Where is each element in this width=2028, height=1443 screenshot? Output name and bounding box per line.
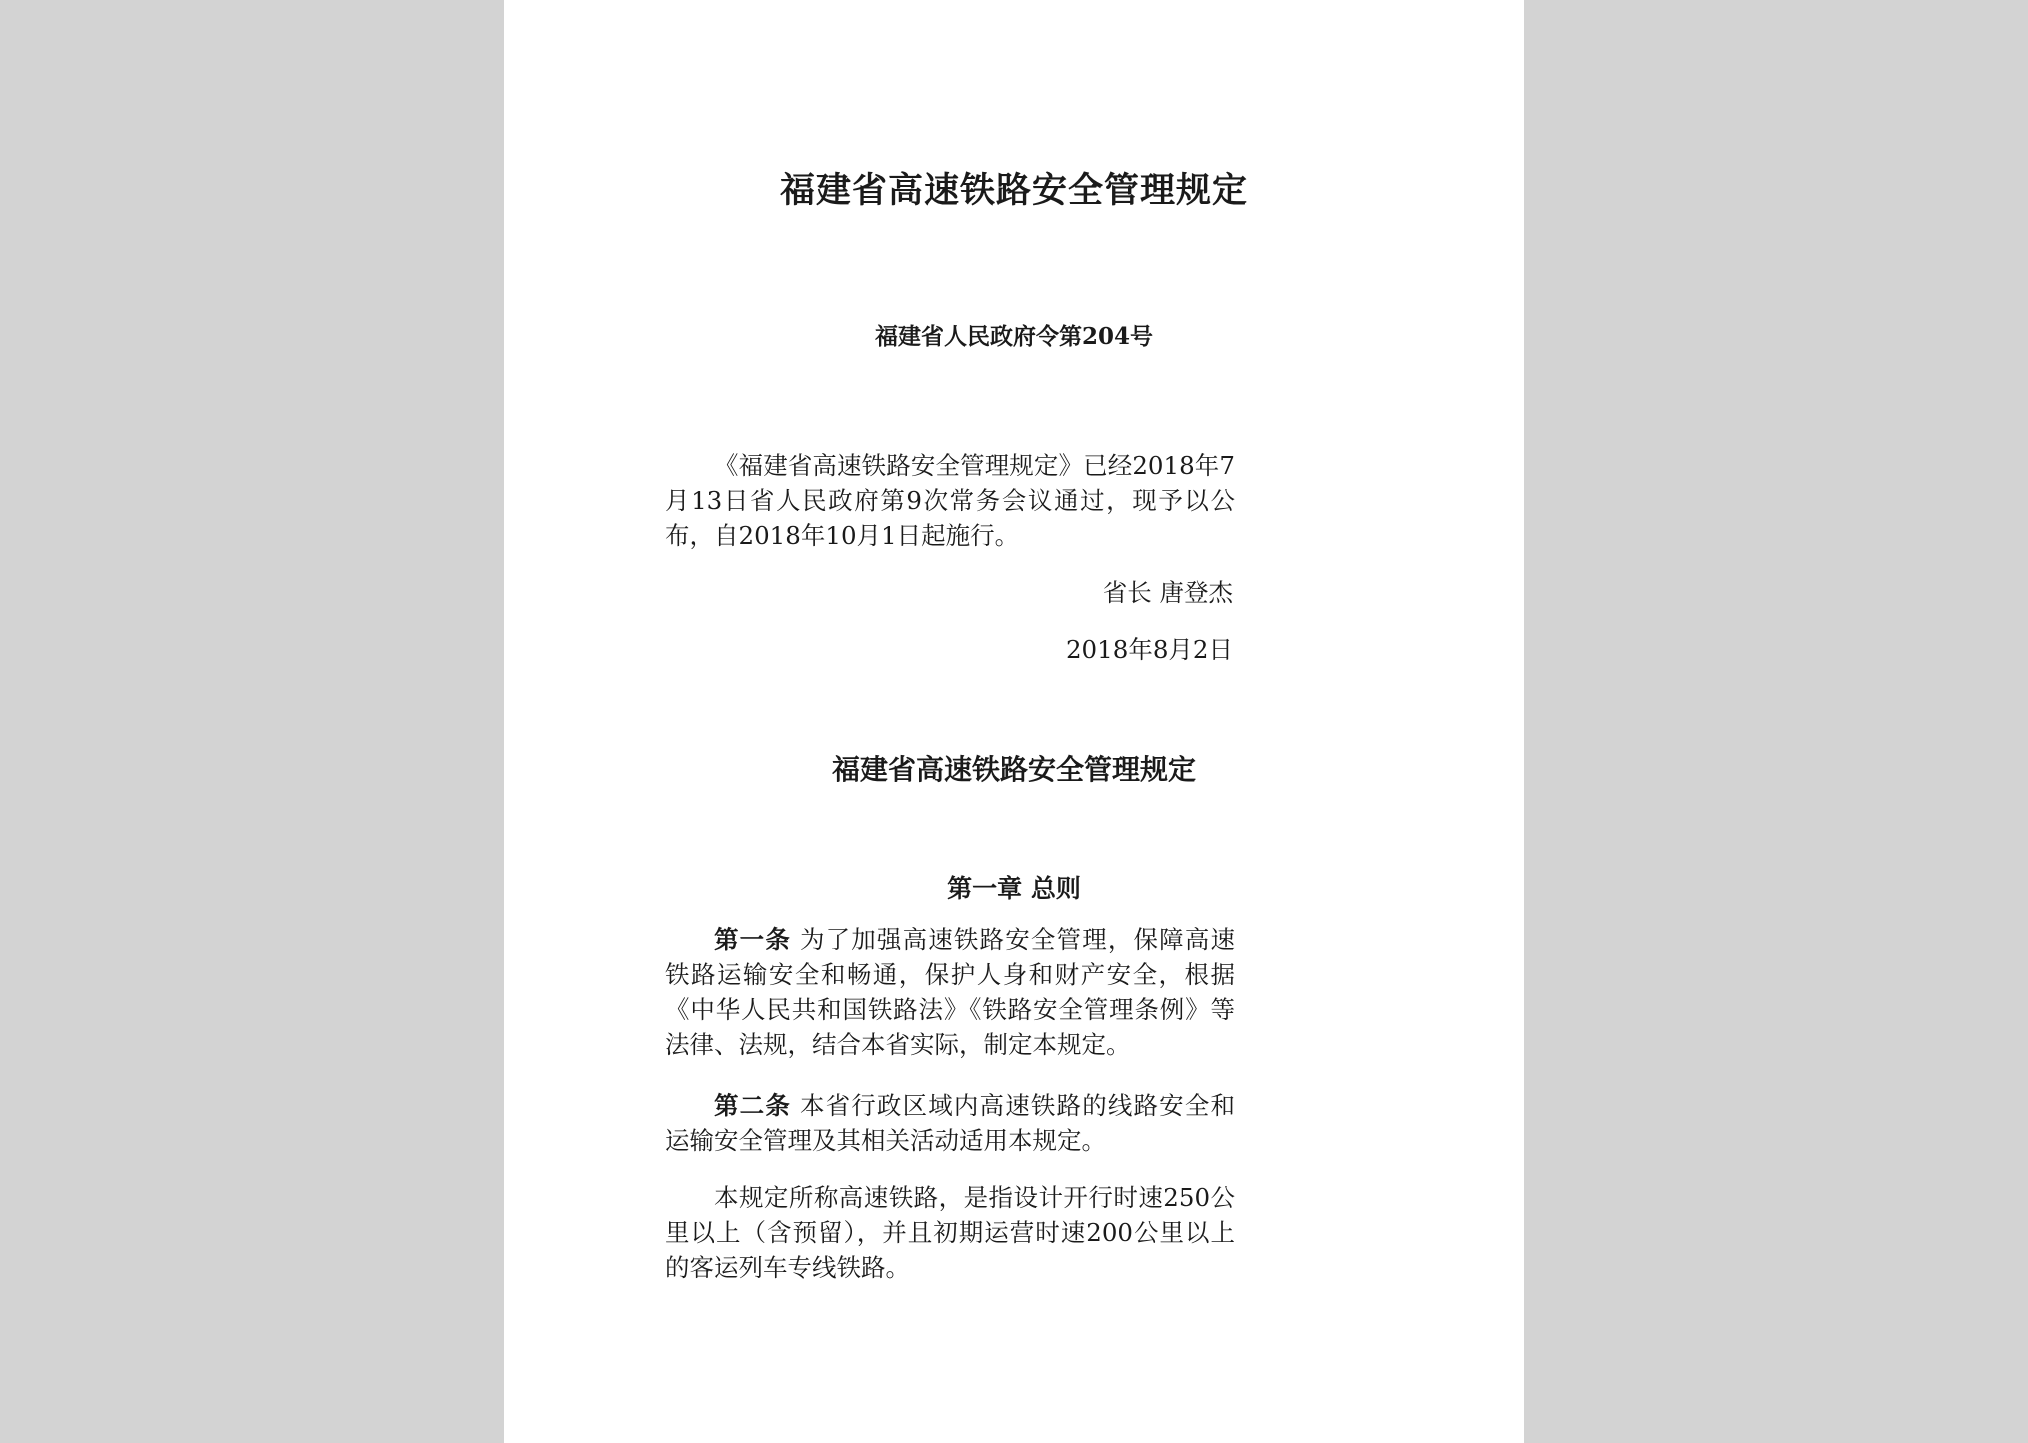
- article-1-label: 第一条: [714, 925, 791, 954]
- article-2-paragraph-2: 本规定所称高速铁路，是指设计开行时速250公里以上（含预留），并且初期运营时速200公里以上的客运列车专线铁路。: [665, 1183, 1235, 1282]
- signer: 省长 唐登杰: [1102, 578, 1233, 607]
- article-2-text: 本省行政区域内高速铁路的线路安全和运输安全管理及其相关活动适用本规定。: [665, 1091, 1235, 1155]
- article-1-text: 为了加强高速铁路安全管理，保障高速铁路运输安全和畅通，保护人身和财产安全，根据《中华人民共和国铁路法》《铁路安全管理条例》等法律、法规，结合本省实际，制定本规定。: [665, 925, 1235, 1059]
- article-1: [665, 922, 1235, 1062]
- promulgation-paragraph: 《福建省高速铁路安全管理规定》已经2018年7月13日省人民政府第9次常务会议通过，现予以公布，自2018年10月1日起施行。: [665, 451, 1235, 550]
- document-title: 福建省高速铁路安全管理规定: [779, 170, 1248, 211]
- document-page: [504, 0, 1524, 1443]
- chapter-heading: 第一章 总则: [947, 874, 1081, 903]
- regulation-title: 福建省高速铁路安全管理规定: [831, 753, 1196, 786]
- article-2-label: 第二条: [714, 1091, 791, 1120]
- decree-number: 福建省人民政府令第204号: [874, 323, 1153, 350]
- article-2: [665, 1088, 1235, 1158]
- sign-date: 2018年8月2日: [1065, 635, 1233, 664]
